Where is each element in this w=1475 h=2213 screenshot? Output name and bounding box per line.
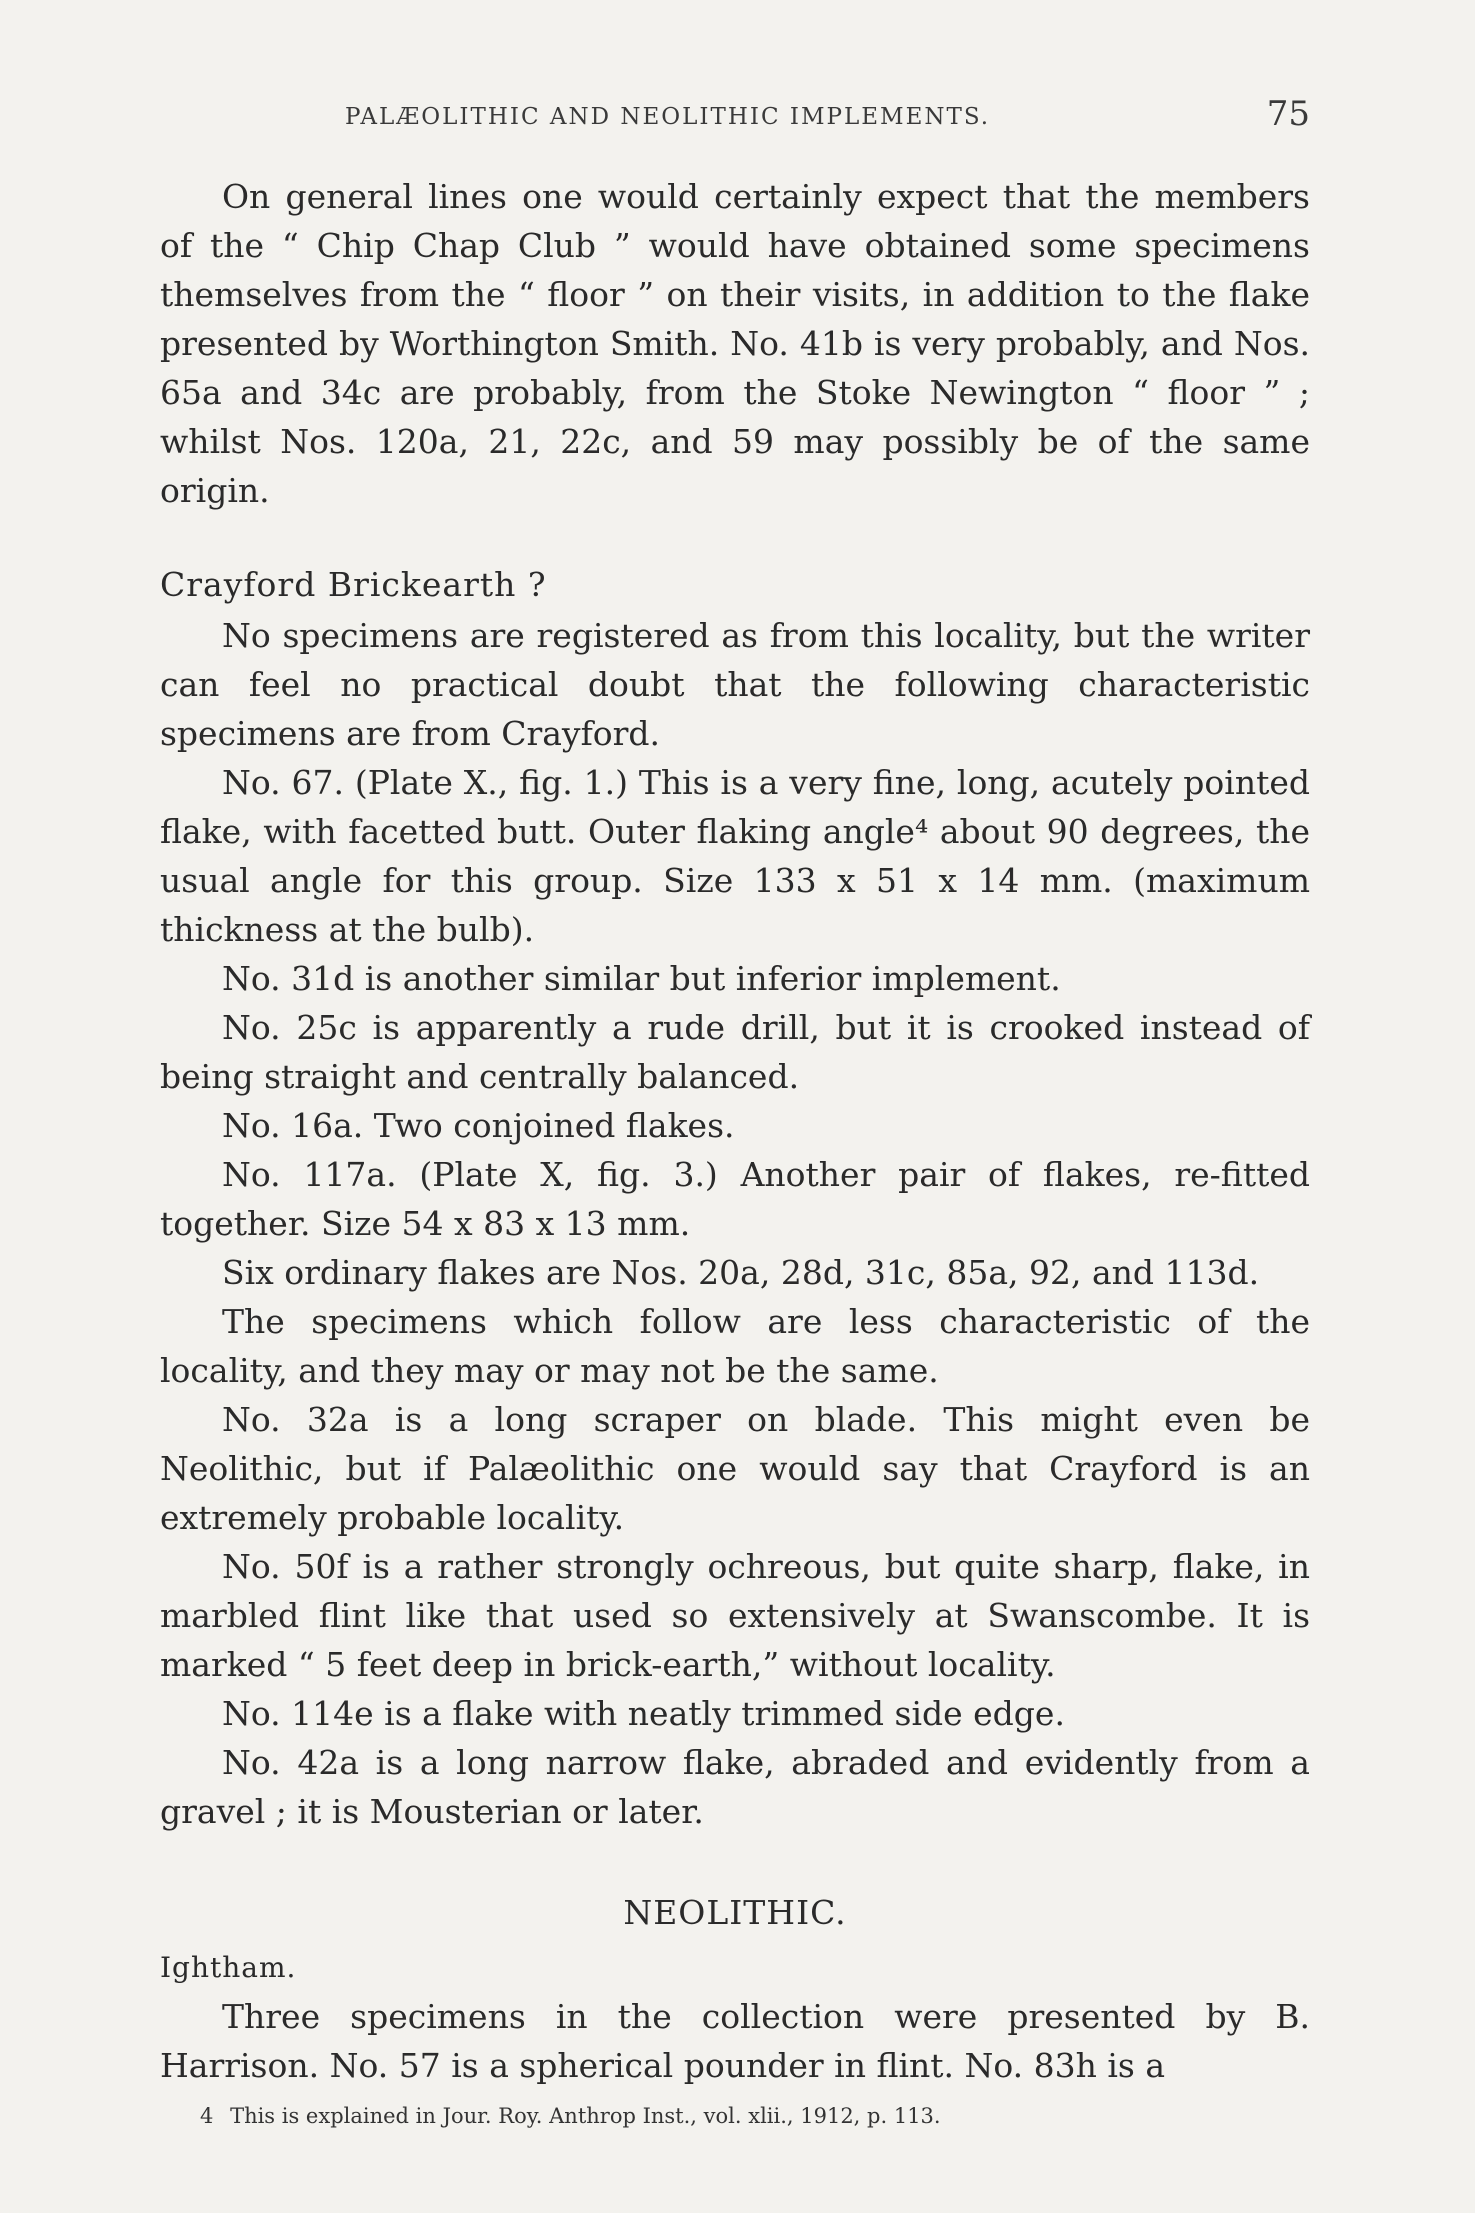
paragraph: No. 114e is a flake with neatly trimmed side edge. — [222, 1694, 1065, 1733]
paragraph: No specimens are registered as from this locality, but the writer can feel no practical doubt that the following characteristic specimens are from Crayford. — [160, 616, 1310, 753]
paragraph: Three specimens in the collection were presented by B. Harrison. No. 57 is a spherical pounder in flint. No. 83h is a — [160, 1997, 1310, 2085]
paragraph: No. 32a is a long scraper on blade. This might even be Neolithic, but if Palæolithic one would say that Crayford is an extremely probable locality. — [160, 1400, 1310, 1537]
paragraph: No. 117a. (Plate X, fig. 3.) Another pair of flakes, re-fitted together. Size 54 x 83 x 13 mm. — [160, 1155, 1310, 1243]
paragraph: No. 25c is apparently a rude drill, but it is crooked instead of being straight and centrally balanced. — [160, 1008, 1310, 1096]
paragraph: No. 67. (Plate X., fig. 1.) This is a very fine, long, acutely pointed flake, with facetted butt. Outer flaking angle⁴ about 90 degrees, the usual angle for this group. Size 133 x 51 x 14 mm. (maximum thickness at the bulb). — [160, 763, 1310, 949]
page-body — [160, 172, 1310, 2090]
paragraph-chip-chap: On general lines one would certainly expect that the members of the “ Chip Chap Club ” would have obtained some specimens themselves from the “ floor ” on their visits, in addition to the flake presented by Worthington Smith. No. 41b is very probably, and Nos. 65a and 34c are probably, from the Stoke Newington “ floor ” ; whilst Nos. 120a, 21, 22c, and 59 may possibly be of the same origin. — [160, 177, 1310, 510]
paragraph: No. 42a is a long narrow flake, abraded and evidently from a gravel ; it is Mousterian or later. — [160, 1743, 1310, 1831]
paragraph: No. 31d is another similar but inferior implement. — [222, 959, 1061, 998]
running-head: PALÆOLITHIC AND NEOLITHIC IMPLEMENTS. — [345, 104, 991, 130]
footnote — [200, 2104, 1250, 2128]
section-title-neolithic: NEOLITHIC. — [623, 1893, 847, 1932]
footnote-text: This is explained in Jour. Roy. Anthrop Inst., vol. xlii., 1912, p. 113. — [230, 2104, 941, 2128]
paragraph: The specimens which follow are less characteristic of the locality, and they may or may not be the same. — [160, 1302, 1310, 1390]
subheading-crayford — [160, 560, 1310, 611]
footnote-number: 4 — [200, 2104, 214, 2128]
subheading-ightham: Ightham. — [160, 1951, 297, 1984]
page-number: 75 — [1266, 94, 1310, 134]
paragraph: Six ordinary flakes are Nos. 20a, 28d, 31c, 85a, 92, and 113d. — [222, 1253, 1260, 1292]
paragraph: No. 16a. Two conjoined flakes. — [222, 1106, 735, 1145]
paragraph: No. 50f is a rather strongly ochreous, but quite sharp, flake, in marbled flint like that used so extensively at Swanscombe. It is marked “ 5 feet deep in brick-earth,” without locality. — [160, 1547, 1310, 1684]
subheading-crayford-text: Crayford Brickearth ? — [160, 565, 547, 604]
